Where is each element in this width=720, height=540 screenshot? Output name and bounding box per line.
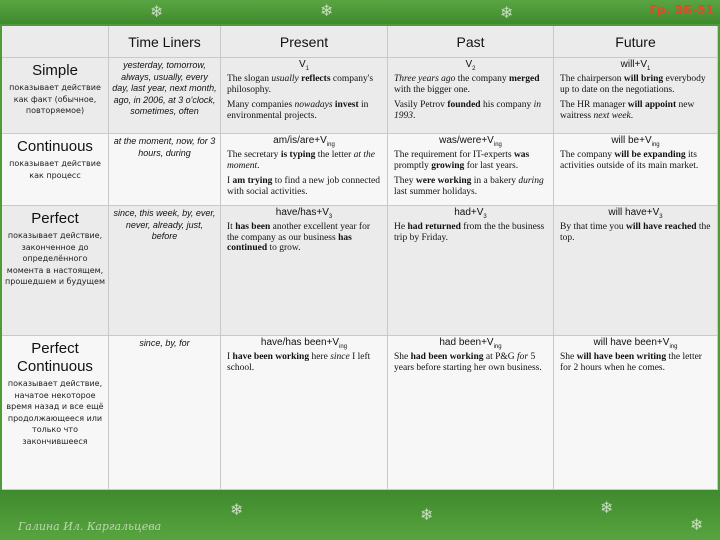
formula-subscript: ing [339, 344, 348, 350]
verb-form: am trying [232, 176, 273, 186]
time-marker: since [330, 352, 350, 362]
formula: had $been+V_{ing}$ [439, 337, 502, 350]
tense-description: показывает действие, законченное до определённого момента в настоящем, прошедшем и будущем [5, 231, 105, 286]
present-cell [221, 134, 388, 206]
snowflake-icon: ❄ [600, 498, 614, 517]
example-text [388, 350, 553, 373]
verb-form: growing [431, 160, 465, 171]
formula-subscript: ing [326, 142, 335, 148]
time-liners-cell: at the moment, now, for 3 hours, during [109, 134, 221, 206]
header-time-liners: Time Liners [109, 26, 221, 58]
example-sentence: The slogan usually reflects company's philosophy. [227, 74, 374, 95]
formula: $am/is/are+V_{ing}$ [273, 135, 335, 148]
example-sentence: Vasily Petrov founded his company in 1993. [394, 100, 542, 121]
present-cell [221, 206, 388, 336]
example-text [554, 350, 717, 373]
verb-form: is typing [280, 150, 316, 160]
snowflake-icon: ❄ [230, 500, 244, 519]
tense-name: Perfect [31, 210, 79, 227]
future-cell [554, 58, 718, 134]
example-sentence: It has been another excellent year for the company as our business has continued to grow. [227, 222, 370, 253]
example-sentence: By that time you will have reached the top. [560, 222, 711, 243]
example-sentence: The secretary is typing the letter at the moment. [227, 150, 376, 171]
example-text [554, 72, 717, 121]
formula-subscript: ing [669, 344, 678, 350]
verb-form: had been working [410, 352, 484, 362]
snowflake-icon: ❄ [690, 515, 704, 534]
verb-form: have been working [232, 352, 310, 362]
time-liners-cell: yesterday, tomorrow, always, usually, every day, last year, next month, ago, in 2006, at 3 o'clock, sometimes, often [109, 58, 221, 134]
time-marker: nowadays [294, 100, 333, 110]
past-cell [388, 336, 554, 490]
present-cell [221, 58, 388, 134]
example-text [388, 220, 553, 243]
tense-description: показывает действие, начатое некоторое время назад и все ещё продолжающееся или только что закончившееся [6, 379, 104, 446]
verb-form: were working [415, 176, 472, 186]
time-marker: at the moment [227, 150, 376, 171]
verb-form: has been [235, 222, 271, 232]
formula: have/$has+V_3$ [275, 207, 333, 220]
formula: $will+V_1$ [620, 59, 651, 72]
tense-cell [2, 134, 109, 206]
formula: was/$were+V_{ing}$ [439, 135, 502, 148]
verb-form: was [513, 150, 530, 160]
time-marker: in 1993 [394, 100, 542, 121]
tense-cell [2, 206, 109, 336]
example-sentence: The requirement for IT-experts was promptly growing for last years. [394, 150, 530, 171]
example-text [221, 148, 387, 197]
verb-form: merged [508, 74, 540, 84]
example-sentence: The HR manager will appoint new waitress next week. [560, 100, 695, 121]
tense-name: Perfect Continuous [17, 340, 93, 375]
formula-subscript: ing [493, 142, 502, 148]
verb-form: invest [334, 100, 359, 110]
past-cell [388, 206, 554, 336]
tense-name: Simple [32, 62, 78, 79]
tense-description: показывает действие как процесс [9, 159, 101, 180]
example-sentence: They were working in a bakery during last summer holidays. [394, 176, 544, 197]
verb-form: had returned [407, 222, 461, 232]
verb-form: reflects [301, 74, 331, 84]
formula-subscript: 3 [483, 214, 487, 220]
tense-cell [2, 58, 109, 134]
formula: $had+V_3$ [454, 207, 487, 220]
example-sentence: She will have been writing the letter for 2 hours when he comes. [560, 352, 702, 373]
header-future: Future [554, 26, 718, 58]
formula-subscript: ing [493, 344, 502, 350]
example-text [221, 350, 387, 373]
formula: will $have+V_3$ [608, 207, 663, 220]
past-cell [388, 58, 554, 134]
time-marker: Three years ago [394, 74, 456, 84]
example-sentence: I have been working here since I left school. [227, 352, 371, 373]
tense-name: Continuous [17, 138, 93, 155]
verb-form: will have reached [625, 222, 697, 232]
verb-form: will be expanding [614, 150, 686, 160]
verb-form: will appoint [627, 100, 677, 110]
example-text [554, 148, 717, 171]
snowflake-icon: ❄ [320, 1, 334, 20]
example-sentence: The company will be expanding its activities outside of its main market. [560, 150, 699, 171]
formula: will have $been+V_{ing}$ [593, 337, 678, 350]
verb-form: has continued [227, 232, 352, 253]
time-marker: for [517, 352, 529, 362]
header-empty-cell [2, 26, 109, 58]
snowflake-icon: ❄ [500, 3, 514, 22]
past-cell [388, 134, 554, 206]
future-cell [554, 206, 718, 336]
formula-subscript: 2 [472, 66, 476, 72]
example-text [221, 72, 387, 121]
verb-form: will have been writing [576, 352, 667, 362]
present-cell [221, 336, 388, 490]
header-past: Past [388, 26, 554, 58]
formula-subscript: 3 [328, 214, 333, 220]
formula-subscript: 1 [305, 66, 309, 72]
future-cell [554, 134, 718, 206]
example-sentence: He had returned from the the business trip by Friday. [394, 222, 545, 243]
tenses-table [2, 26, 718, 490]
group-label: Гр. ЭБ-51 [649, 3, 714, 17]
formula: have/has $been+V_{ing}$ [260, 337, 348, 350]
formula-subscript: ing [651, 142, 660, 148]
example-text [554, 220, 717, 243]
time-liners-cell: since, this week, by, ever, never, already, just, before [109, 206, 221, 336]
time-marker: next week [593, 110, 631, 121]
top-band [0, 0, 720, 24]
author-signature: Галина Ил. Каргальцева [18, 520, 162, 533]
example-sentence: Many companies nowadays invest in environmental projects. [227, 100, 369, 121]
header-present: Present [221, 26, 388, 58]
example-text [388, 72, 553, 121]
formula: will $be+V_{ing}$ [611, 135, 660, 148]
time-liners-cell: since, by, for [109, 336, 221, 490]
snowflake-icon: ❄ [420, 505, 434, 524]
example-text [388, 148, 553, 197]
time-marker: during [518, 176, 544, 186]
verb-form: founded [447, 100, 481, 110]
example-text [221, 220, 387, 254]
tense-description: показывает действие как факт (обычное, повторяемое) [9, 83, 101, 115]
example-sentence: I am trying to find a new job connected with social activities. [227, 176, 381, 197]
verb-form: will bring [623, 74, 664, 84]
example-sentence: She had been working at P&G for 5 years before starting her own business. [394, 352, 542, 373]
example-sentence: The chairperson will bring everybody up to date on the negotiations. [560, 74, 706, 95]
tense-cell [2, 336, 109, 490]
formula-subscript: 3 [659, 214, 663, 220]
snowflake-icon: ❄ [150, 2, 164, 21]
time-marker: usually [271, 74, 299, 84]
example-sentence: Three years ago the company merged with the bigger one. [394, 74, 540, 95]
future-cell [554, 336, 718, 490]
formula-subscript: 1 [647, 66, 651, 72]
formula: $V_2$ [465, 59, 476, 72]
formula: $V_1$ [298, 59, 309, 72]
